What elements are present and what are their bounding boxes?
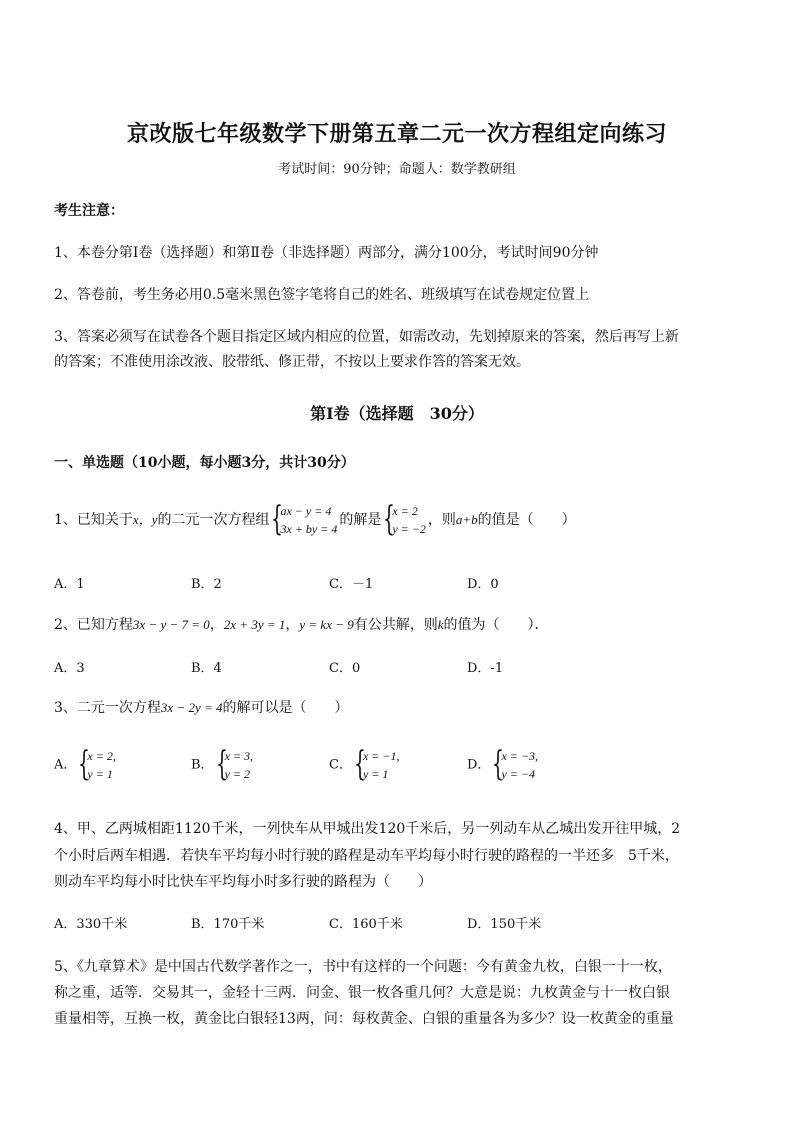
system-row: x = 2, <box>87 749 116 763</box>
notice-item-2: 2、答卷前，考生务必用0.5毫米黑色签字笔将自己的姓名、班级填写在试卷规定位置上 <box>54 287 590 303</box>
question-5-line-1: 5、《九章算术》是中国古代数学著作之一，书中有这样的一个问题：今有黄金九枚，白银一十一枚， <box>54 959 672 975</box>
system-row: y = 1 <box>87 767 113 781</box>
q2-eq3: y = kx − 9 <box>299 617 354 632</box>
q3-eq: 3x − 2y = 4 <box>160 700 223 715</box>
question-1 <box>54 499 576 539</box>
question-4-line-1: 4、甲、乙两城相距1120千米，一列快车从甲城出发120千米后，另一列动车从乙城出发开往甲城，2 <box>54 821 681 837</box>
brace-icon: { <box>383 499 396 539</box>
question-5-line-3: 重量相等，互换一枚，黄金比白银轻13两，问：每枚黄金、白银的重量各为多少？设一枚黄金的重量 <box>54 1011 674 1027</box>
q3-option-a-label: A． <box>54 757 77 773</box>
q1-solution-row-1: x = 2 <box>392 504 418 518</box>
system-row: x = 3, <box>224 749 253 763</box>
brace-icon: { <box>492 744 505 784</box>
q1-mid: 的二元一次方程组 <box>157 512 270 528</box>
q1-option-d[interactable]: D．0 <box>467 577 499 592</box>
q3-option-c-system <box>353 744 400 784</box>
q2-post: 的值为（ ）． <box>443 617 549 633</box>
section-title: 第Ⅰ卷（选择题 30分） <box>310 404 484 423</box>
q1-post2: 的值是（ ） <box>477 512 576 528</box>
q2-option-a[interactable]: A．3 <box>54 661 85 676</box>
q2-eq1: 3x − y − 7 = 0 <box>132 617 210 632</box>
q3-option-c-label: C． <box>329 757 352 773</box>
system-row: y = −4 <box>501 767 535 781</box>
q3-post: 的解可以是（ ） <box>222 700 349 716</box>
q1-system <box>271 499 338 539</box>
q2-option-d[interactable]: D．-1 <box>467 661 504 676</box>
q3-option-a-system <box>78 744 116 784</box>
system-row: y = 2 <box>224 767 250 781</box>
q1-solution-row-2: y = −2 <box>392 522 426 536</box>
notice-item-1: 1、本卷分第Ⅰ卷（选择题）和第Ⅱ卷（非选择题）两部分，满分100分，考试时间90分钟 <box>54 245 599 261</box>
q2-sep2: ， <box>285 617 300 633</box>
system-row: x = −3, <box>501 749 538 763</box>
q4-option-c[interactable]: C．160千米 <box>329 917 403 932</box>
q2-eq2: 2x + 3y = 1 <box>223 617 286 632</box>
q3-option-d[interactable] <box>467 744 540 784</box>
q3-option-d-system <box>492 744 538 784</box>
question-4-line-2: 个小时后两车相遇．若快车平均每小时行驶的路程是动车平均每小时行驶的路程的一半还多 5千米， <box>54 848 679 864</box>
q4-option-a[interactable]: A．330千米 <box>54 917 128 932</box>
q1-option-c[interactable]: C．－1 <box>329 577 374 592</box>
q3-option-a[interactable] <box>54 744 118 784</box>
brace-icon: { <box>353 744 366 784</box>
q1-solution <box>383 499 426 539</box>
brace-icon: { <box>271 499 284 539</box>
q3-option-b[interactable] <box>191 744 255 784</box>
q3-option-b-label: B． <box>191 757 214 773</box>
question-3 <box>54 697 349 717</box>
q1-option-a[interactable]: A．1 <box>54 577 85 592</box>
q4-option-d[interactable]: D．150千米 <box>467 917 542 932</box>
q2-option-c[interactable]: C．0 <box>329 661 361 676</box>
q2-option-b[interactable]: B．4 <box>191 661 222 676</box>
q1-vars: x，y <box>132 512 158 527</box>
q1-system-row-2: 3x + by = 4 <box>280 522 338 536</box>
brace-icon: { <box>78 744 91 784</box>
notice-heading: 考生注意： <box>54 203 124 219</box>
q2-sep1: ， <box>209 617 224 633</box>
q2-mid: 有公共解，则 <box>353 617 438 633</box>
q3-option-c[interactable] <box>329 744 401 784</box>
q3-option-d-label: D． <box>467 757 491 773</box>
notice-item-3: 3、答案必须写在试卷各个题目指定区域内相应的位置，如需改动，先划掉原来的答案，然后再写上新 <box>54 329 679 345</box>
page-subtitle: 考试时间：90分钟；命题人：数学教研组 <box>278 162 516 177</box>
q3-option-b-system <box>215 744 253 784</box>
q1-post1: ，则 <box>427 512 456 528</box>
question-2 <box>54 614 549 634</box>
question-4-line-3: 则动车平均每小时比快车平均每小时多行驶的路程为（ ） <box>54 874 432 890</box>
part-title: 一、单选题（10小题，每小题3分，共计30分） <box>54 455 355 471</box>
q4-option-b[interactable]: B．170千米 <box>191 917 265 932</box>
q2-k: k <box>437 617 444 632</box>
system-row: x = −1, <box>362 749 400 763</box>
question-5-line-2: 称之重，适等．交易其一，金轻十三两．问金、银一枚各重几何？大意是说：九枚黄金与十一枚白银 <box>54 985 670 1001</box>
q3-pre: 3、二元一次方程 <box>54 700 161 716</box>
q1-system-row-1: ax − y = 4 <box>280 504 332 518</box>
q1-pre: 1、已知关于 <box>54 512 133 528</box>
system-row: y = 1 <box>362 767 389 781</box>
q1-expr: a+b <box>455 512 478 527</box>
page-title: 京改版七年级数学下册第五章二元一次方程组定向练习 <box>126 121 667 147</box>
brace-icon: { <box>215 744 228 784</box>
notice-item-3-cont: 的答案；不准使用涂改液、胶带纸、修正带，不按以上要求作答的答案无效。 <box>54 354 530 370</box>
q1-option-b[interactable]: B．2 <box>191 577 222 592</box>
q2-pre: 2、已知方程 <box>54 617 133 633</box>
q1-mid2: 的解是 <box>339 512 382 528</box>
